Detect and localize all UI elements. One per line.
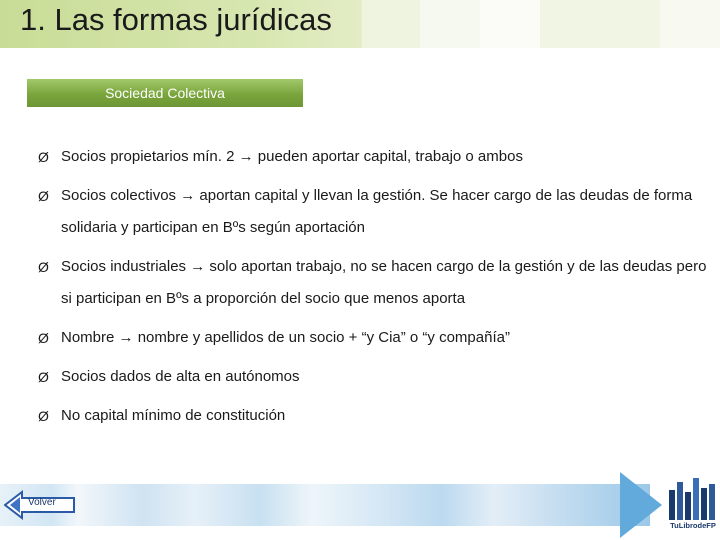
books-logo-icon: [667, 474, 719, 520]
header-block: [660, 0, 720, 48]
bullet-text: aportan capital y llevan la gestión. Se hacer cargo de las deudas de forma solidaria y participan en Bºs según aportación: [61, 187, 693, 236]
logo-text: TuLibrodeFP: [670, 521, 716, 530]
back-button[interactable]: [4, 490, 76, 520]
bullet-marker-icon: Ø: [38, 330, 49, 346]
bullet-item: [38, 251, 708, 315]
bullet-item: [38, 361, 708, 393]
bullet-text: solo aportan trabajo, no se hacen cargo de la gestión y de las deudas pero si participan en Bºs a proporción del socio que menos aporta: [61, 258, 707, 307]
bullet-text: Socios colectivos: [61, 187, 177, 204]
back-button-label: Volver: [28, 497, 56, 508]
arrow-right-icon: →: [180, 187, 196, 204]
bullet-text: Socios industriales: [61, 258, 187, 275]
arrow-right-icon: →: [118, 329, 134, 346]
page-title: 1. Las formas jurídicas: [20, 2, 332, 37]
header-block: [480, 0, 540, 48]
bullet-list: [38, 141, 708, 439]
bullet-text: Socios propietarios mín. 2: [61, 148, 235, 165]
bullet-text: pueden aportar capital, trabajo o ambos: [257, 148, 523, 165]
bullet-text: Nombre: [61, 329, 115, 346]
header-block: [420, 0, 480, 48]
header-block: [362, 0, 420, 48]
arrow-right-icon: →: [190, 258, 206, 275]
bullet-marker-icon: Ø: [38, 149, 49, 165]
footer-band: [0, 484, 650, 526]
header-block: [540, 0, 660, 48]
logo[interactable]: [667, 474, 719, 534]
bullet-text: nombre y apellidos de un socio + “y Cia” o “y compañía”: [137, 329, 510, 346]
section-label: Sociedad Colectiva: [27, 79, 303, 107]
bullet-item: [38, 180, 708, 244]
bullet-item: [38, 141, 708, 173]
bullet-text: Socios dados de alta en autónomos: [61, 368, 300, 385]
footer-arrow-icon: [620, 472, 662, 538]
bullet-text: No capital mínimo de constitución: [61, 407, 286, 424]
bullet-marker-icon: Ø: [38, 369, 49, 385]
bullet-marker-icon: Ø: [38, 188, 49, 204]
bullet-marker-icon: Ø: [38, 259, 49, 275]
bullet-item: [38, 400, 708, 432]
arrow-right-icon: →: [238, 148, 254, 165]
bullet-marker-icon: Ø: [38, 408, 49, 424]
bullet-item: [38, 322, 708, 354]
footer: [0, 468, 720, 540]
